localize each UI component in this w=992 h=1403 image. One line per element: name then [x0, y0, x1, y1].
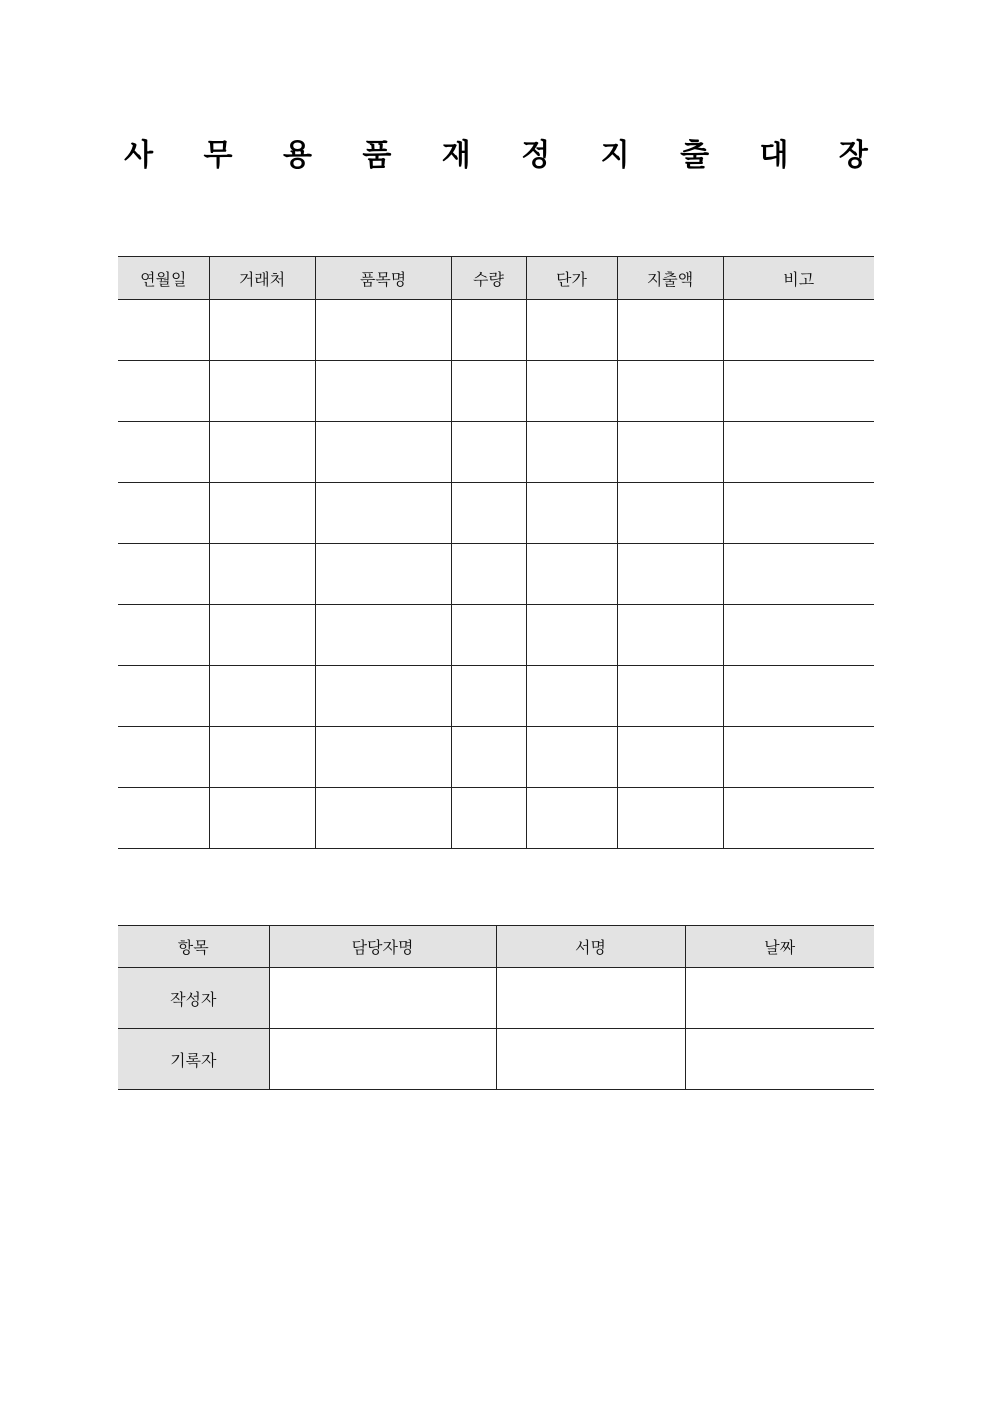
table-row: [118, 727, 874, 788]
item-name-cell[interactable]: [315, 361, 451, 422]
unit-price-cell[interactable]: [526, 544, 617, 605]
table-row: [118, 544, 874, 605]
vendor-cell[interactable]: [209, 544, 315, 605]
table-row: [118, 605, 874, 666]
expense-amount-cell[interactable]: [617, 544, 723, 605]
table-row: [118, 422, 874, 483]
column-header-signature: 서명: [496, 926, 685, 968]
quantity-cell[interactable]: [451, 544, 526, 605]
remarks-cell[interactable]: [723, 361, 874, 422]
expense-amount-cell[interactable]: [617, 483, 723, 544]
date-cell[interactable]: [118, 605, 209, 666]
column-header-category: 항목: [118, 926, 269, 968]
unit-price-cell[interactable]: [526, 666, 617, 727]
remarks-cell[interactable]: [723, 788, 874, 849]
quantity-cell[interactable]: [451, 361, 526, 422]
unit-price-cell[interactable]: [526, 483, 617, 544]
signoff-signature-cell[interactable]: [496, 968, 685, 1029]
quantity-cell[interactable]: [451, 483, 526, 544]
signoff-name-cell[interactable]: [269, 968, 496, 1029]
item-name-cell[interactable]: [315, 666, 451, 727]
expense-amount-cell[interactable]: [617, 666, 723, 727]
date-cell[interactable]: [118, 666, 209, 727]
vendor-cell[interactable]: [209, 422, 315, 483]
quantity-cell[interactable]: [451, 422, 526, 483]
table-row: [118, 300, 874, 361]
vendor-cell[interactable]: [209, 483, 315, 544]
column-header-date: 연월일: [118, 257, 209, 300]
column-header-unit-price: 단가: [526, 257, 617, 300]
unit-price-cell[interactable]: [526, 727, 617, 788]
item-name-cell[interactable]: [315, 605, 451, 666]
column-header-expense-amount: 지출액: [617, 257, 723, 300]
date-cell[interactable]: [118, 300, 209, 361]
signoff-row-recorder: [118, 1029, 874, 1090]
column-header-quantity: 수량: [451, 257, 526, 300]
unit-price-cell[interactable]: [526, 422, 617, 483]
item-name-cell[interactable]: [315, 544, 451, 605]
remarks-cell[interactable]: [723, 727, 874, 788]
remarks-cell[interactable]: [723, 544, 874, 605]
signoff-signature-cell[interactable]: [496, 1029, 685, 1090]
signoff-date-cell[interactable]: [685, 1029, 874, 1090]
date-cell[interactable]: [118, 727, 209, 788]
signoff-name-cell[interactable]: [269, 1029, 496, 1090]
table-row: [118, 483, 874, 544]
item-name-cell[interactable]: [315, 300, 451, 361]
item-name-cell[interactable]: [315, 788, 451, 849]
vendor-cell[interactable]: [209, 788, 315, 849]
vendor-cell[interactable]: [209, 605, 315, 666]
quantity-cell[interactable]: [451, 666, 526, 727]
expense-amount-cell[interactable]: [617, 300, 723, 361]
ledger-header-row: [118, 257, 874, 300]
expense-ledger-table: [118, 256, 874, 849]
quantity-cell[interactable]: [451, 788, 526, 849]
quantity-cell[interactable]: [451, 605, 526, 666]
signoff-header-row: [118, 926, 874, 968]
signoff-label-author: 작성자: [118, 968, 269, 1029]
ledger-body: [118, 300, 874, 849]
unit-price-cell[interactable]: [526, 788, 617, 849]
date-cell[interactable]: [118, 361, 209, 422]
expense-amount-cell[interactable]: [617, 361, 723, 422]
table-row: [118, 666, 874, 727]
column-header-date: 날짜: [685, 926, 874, 968]
page-title: 사 무 용 품 재 정 지 출 대 장: [124, 138, 888, 173]
remarks-cell[interactable]: [723, 300, 874, 361]
expense-amount-cell[interactable]: [617, 727, 723, 788]
item-name-cell[interactable]: [315, 727, 451, 788]
expense-amount-cell[interactable]: [617, 605, 723, 666]
expense-amount-cell[interactable]: [617, 422, 723, 483]
column-header-item-name: 품목명: [315, 257, 451, 300]
expense-amount-cell[interactable]: [617, 788, 723, 849]
date-cell[interactable]: [118, 544, 209, 605]
signoff-label-recorder: 기록자: [118, 1029, 269, 1090]
item-name-cell[interactable]: [315, 422, 451, 483]
remarks-cell[interactable]: [723, 605, 874, 666]
unit-price-cell[interactable]: [526, 605, 617, 666]
signoff-date-cell[interactable]: [685, 968, 874, 1029]
column-header-vendor: 거래처: [209, 257, 315, 300]
signoff-table: [118, 925, 874, 1090]
quantity-cell[interactable]: [451, 727, 526, 788]
vendor-cell[interactable]: [209, 727, 315, 788]
remarks-cell[interactable]: [723, 483, 874, 544]
date-cell[interactable]: [118, 483, 209, 544]
table-row: [118, 361, 874, 422]
date-cell[interactable]: [118, 788, 209, 849]
remarks-cell[interactable]: [723, 422, 874, 483]
vendor-cell[interactable]: [209, 666, 315, 727]
quantity-cell[interactable]: [451, 300, 526, 361]
remarks-cell[interactable]: [723, 666, 874, 727]
date-cell[interactable]: [118, 422, 209, 483]
signoff-row-author: [118, 968, 874, 1029]
unit-price-cell[interactable]: [526, 300, 617, 361]
vendor-cell[interactable]: [209, 361, 315, 422]
item-name-cell[interactable]: [315, 483, 451, 544]
vendor-cell[interactable]: [209, 300, 315, 361]
table-row: [118, 788, 874, 849]
column-header-person-name: 담당자명: [269, 926, 496, 968]
unit-price-cell[interactable]: [526, 361, 617, 422]
column-header-remarks: 비고: [723, 257, 874, 300]
